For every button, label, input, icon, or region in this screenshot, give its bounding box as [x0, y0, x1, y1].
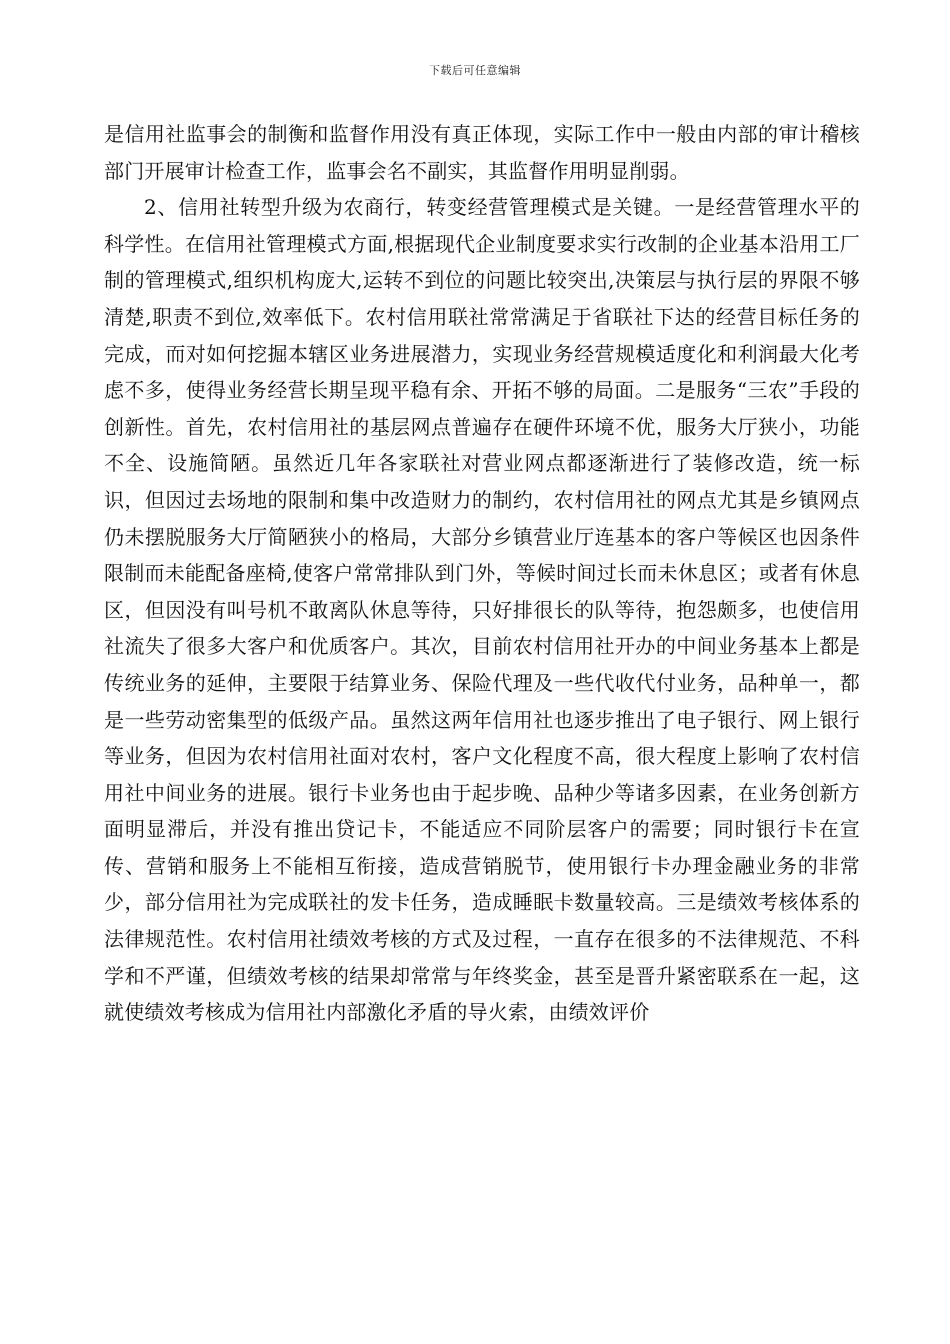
document-body: [104, 116, 860, 1031]
paragraph-continuation: 是信用社监事会的制衡和监督作用没有真正体现，实际工作中一般由内部的审计稽核部门开展审计检查工作，监事会名不副实，其监督作用明显削弱。: [104, 122, 860, 183]
page-header-note: 下载后可任意编辑: [429, 64, 521, 77]
paragraph-transformation-management: 2、信用社转型升级为农商行，转变经营管理模式是关键。一是经营管理水平的科学性。在信用社管理模式方面,根据现代企业制度要求实行改制的企业基本沿用工厂制的管理模式,组织机构庞大,运转不到位的问题比较突出,决策层与执行层的界限不够清楚,职责不到位,效率低下。农村信用联社常常满足于省联社下达的经营目标任务的完成，而对如何挖掘本辖区业务进展潜力，实现业务经营规模适度化和利润最大化考虑不多，使得业务经营长期呈现平稳有余、开拓不够的局面。二是服务“三农”手段的创新性。首先，农村信用社的基层网点普遍存在硬件环境不优，服务大厅狭小，功能不全、设施简陋。虽然近几年各家联社对营业网点都逐渐进行了装修改造，统一标识，但因过去场地的限制和集中改造财力的制约，农村信用社的网点尤其是乡镇网点仍未摆脱服务大厅简陋狭小的格局，大部分乡镇营业厅连基本的客户等候区也因条件限制而未能配备座椅,使客户常常排队到门外，等候时间过长而未休息区；或者有休息区，但因没有叫号机不敢离队休息等待，只好排很长的队等待，抱怨颇多，也使信用社流失了很多大客户和优质客户。其次，目前农村信用社开办的中间业务基本上都是传统业务的延伸，主要限于结算业务、保险代理及一些代收代付业务，品种单一，都是一些劳动密集型的低级产品。虽然这两年信用社也逐步推出了电子银行、网上银行等业务，但因为农村信用社面对农村，客户文化程度不高，很大程度上影响了农村信用社中间业务的进展。银行卡业务也由于起步晚、品种少等诸多因素，在业务创新方面明显滞后，并没有推出贷记卡，不能适应不同阶层客户的需要；同时银行卡在宣传、营销和服务上不能相互衔接，造成营销脱节，使用银行卡办理金融业务的非常少，部分信用社为完成联社的发卡任务，造成睡眠卡数量较高。三是绩效考核体系的法律规范性。农村信用社绩效考核的方式及过程，一直存在很多的不法律规范、不科学和不严谨，但绩效考核的结果却常常与年终奖金，甚至是晋升紧密联系在一起，这就使绩效考核成为信用社内部激化矛盾的导火索，由绩效评价: [104, 195, 860, 1025]
